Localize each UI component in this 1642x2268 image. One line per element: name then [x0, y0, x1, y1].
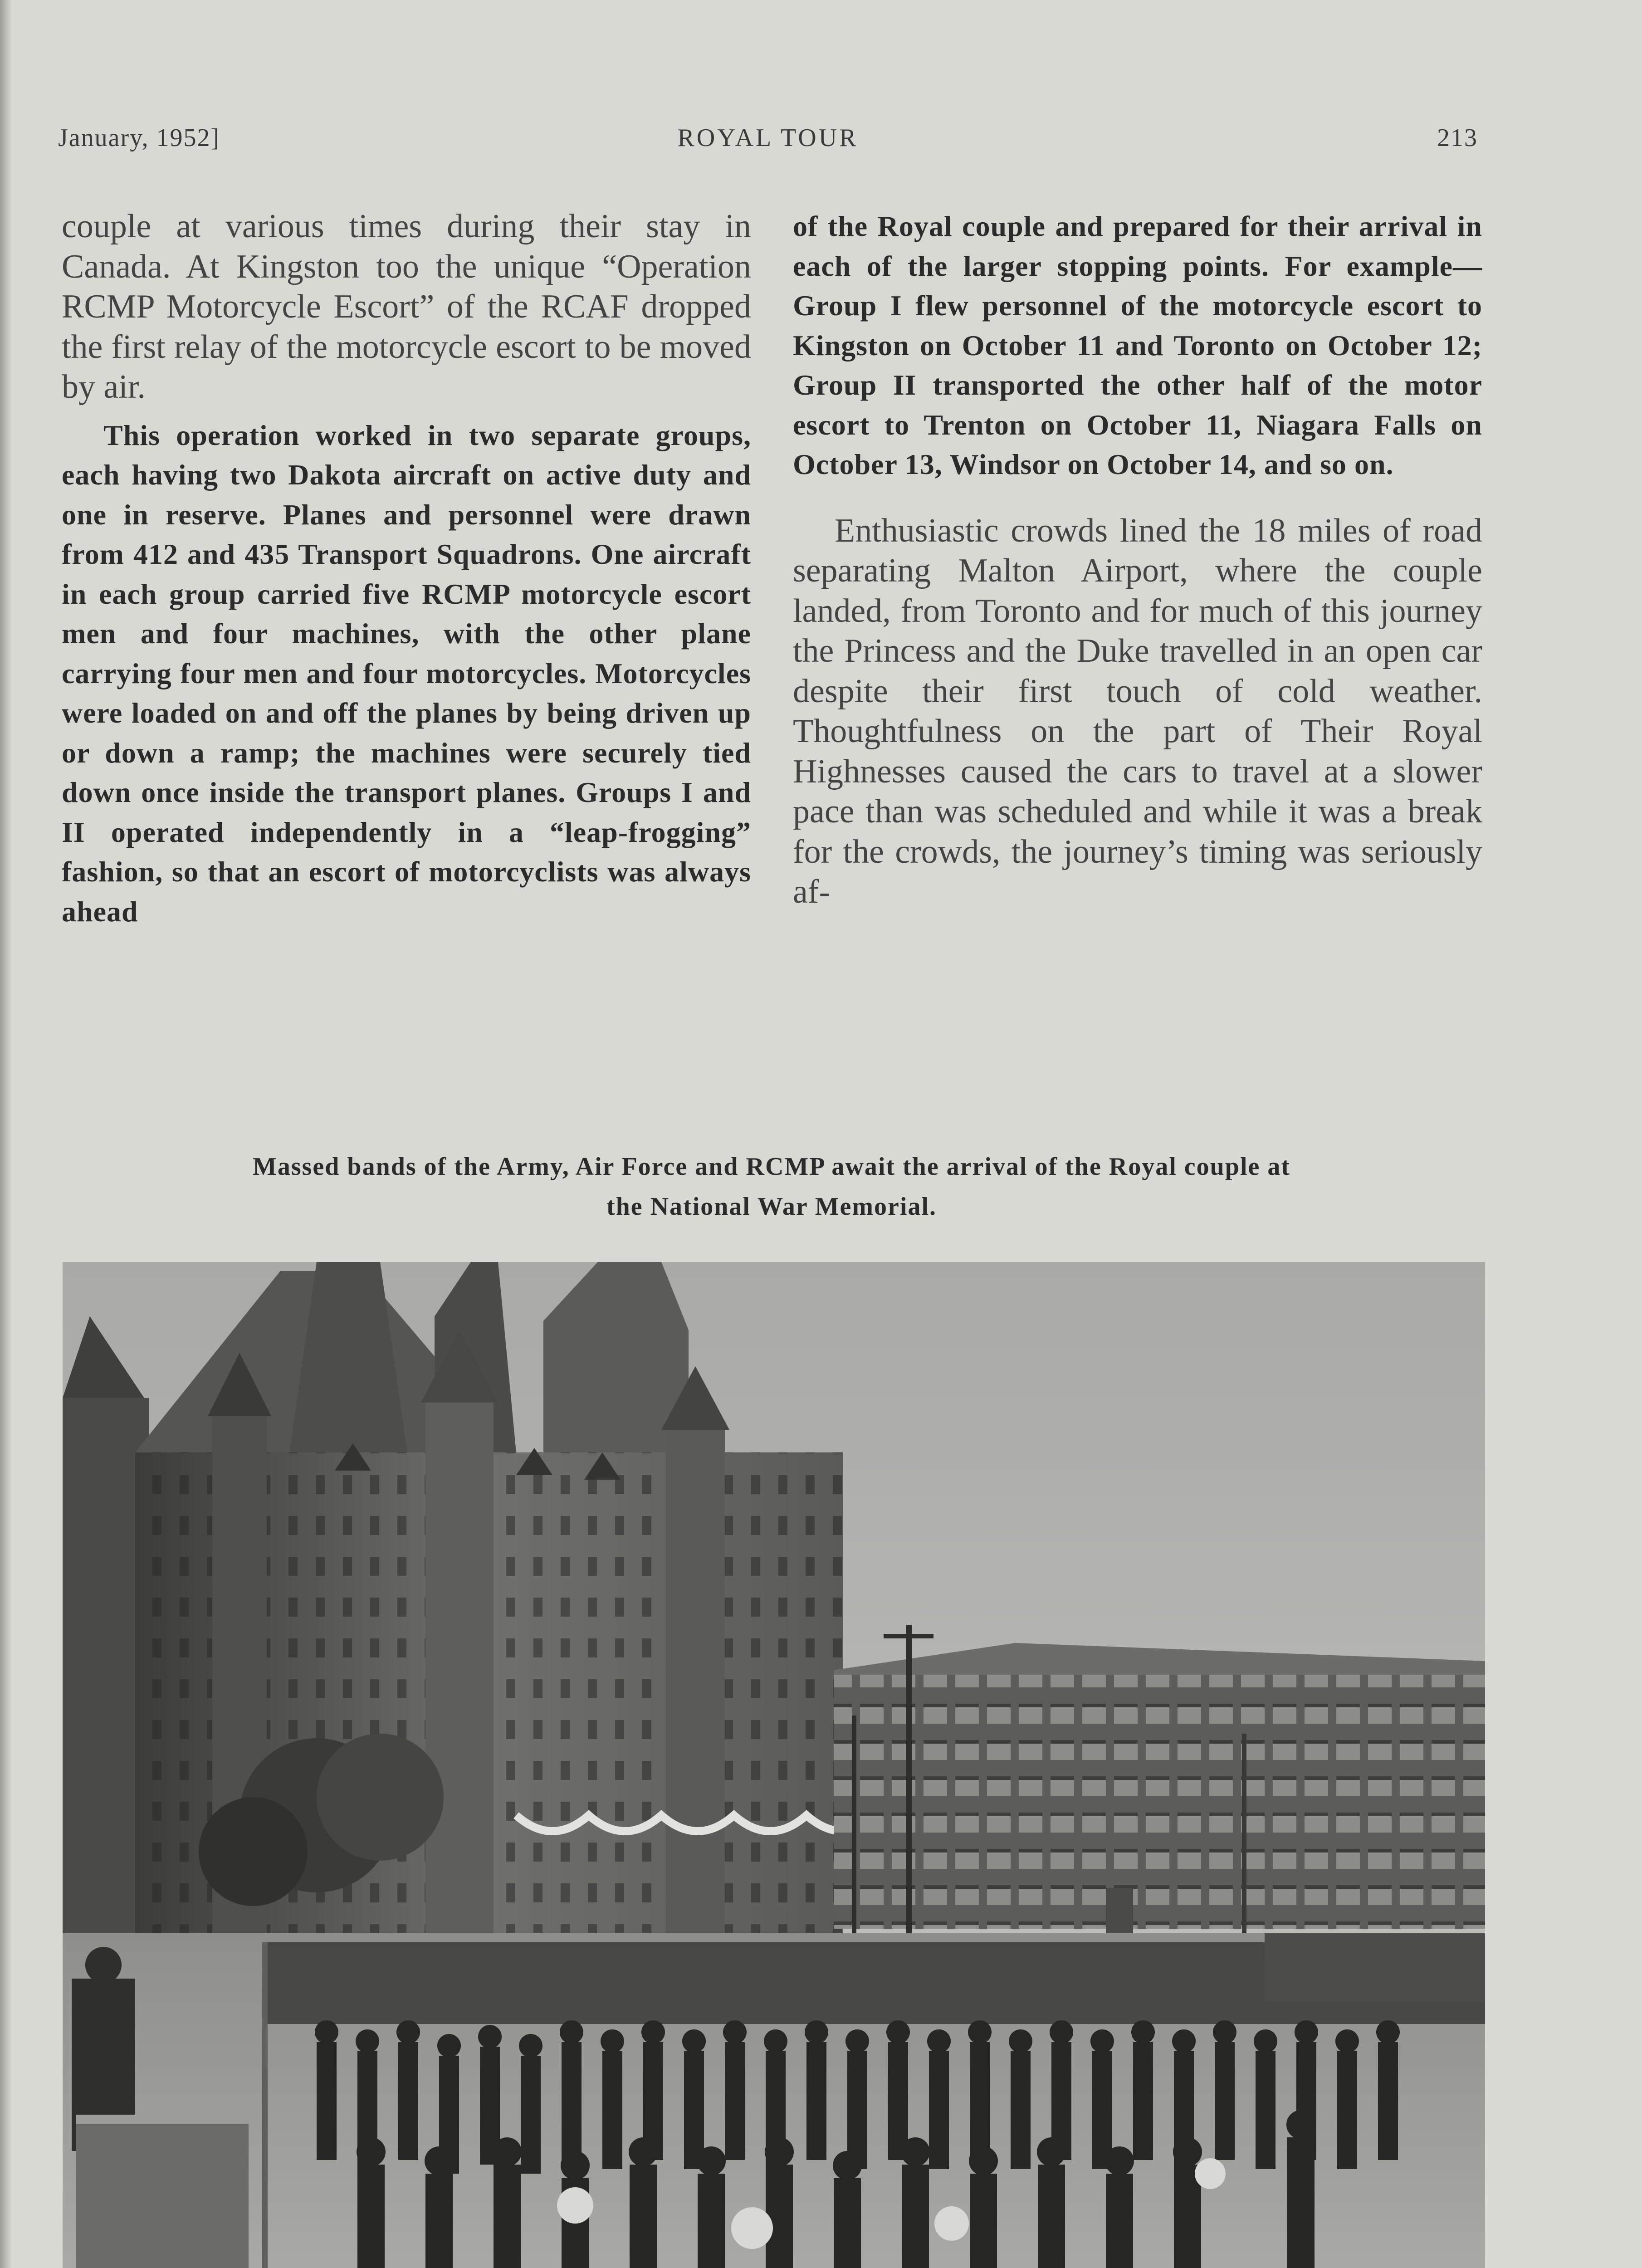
- photo-crowd: [267, 1933, 1485, 2024]
- right-column: [793, 206, 1482, 912]
- header-date: January, 1952]: [58, 124, 220, 152]
- page-number: 213: [1437, 124, 1478, 152]
- left-paragraph-continued: couple at various times during their stay in Canada. At Kingston too the unique “Operation RCMP Motorcycle Escort” of the RCAF dropped the first relay of the motorcycle escort to be moved by air.: [62, 208, 751, 406]
- caption-line-1: Massed bands of the Army, Air Force and RCMP await the arrival of the Royal couple at: [252, 1153, 1291, 1181]
- right-paragraph-crowds: Enthusiastic crowds lined the 18 miles of road separating Malton Airport, where the couple landed, from Toronto and for much of this journey the Princess and the Duke travelled in an open car despite their first touch of cold weather. Thoughtfulness on the part of Their Royal Highnesses caused the cars to travel at a slower pace than was scheduled and while it was a break for the crowds, the journey’s timing was seriously af-: [793, 512, 1482, 910]
- photo-illustration: [63, 1262, 1485, 2268]
- running-header: [58, 123, 1478, 160]
- caption-line-2: the National War Memorial.: [606, 1193, 937, 1221]
- photo-office-building: [834, 1643, 1485, 1965]
- photo-massed-bands: [63, 1262, 1485, 2268]
- header-title: ROYAL TOUR: [677, 124, 859, 152]
- right-paragraph-groups: of the Royal couple and prepared for their arrival in each of the larger stopping points. For example—Group I flew personnel of the motorcycle escort to Kingston on October 11 and Toronto on October 12; Group II transported the other half of the motor escort to Trenton on October 11, Niagara Falls on October 13, Windsor on October 14, and so on.: [793, 210, 1482, 480]
- left-column: [62, 206, 751, 931]
- photo-caption: [62, 1147, 1481, 1227]
- left-paragraph-operation: This operation worked in two separate groups, each having two Dakota aircraft on active duty and one in reserve. Planes and personnel were drawn from 412 and 435 Transport Squadrons. One aircraft in each group carried five RCMP motorcycle escort men and four machines, with the other plane carrying four men and four motorcycles. Motorcycles were loaded on and off the planes by being driven up or down a ramp; the machines were securely tied down once inside the transport planes. Groups I and II operated independently in a “leap-frogging” fashion, so that an escort of motorcyclists was always ahead: [62, 419, 751, 928]
- page-edge-shadow: [0, 0, 12, 2268]
